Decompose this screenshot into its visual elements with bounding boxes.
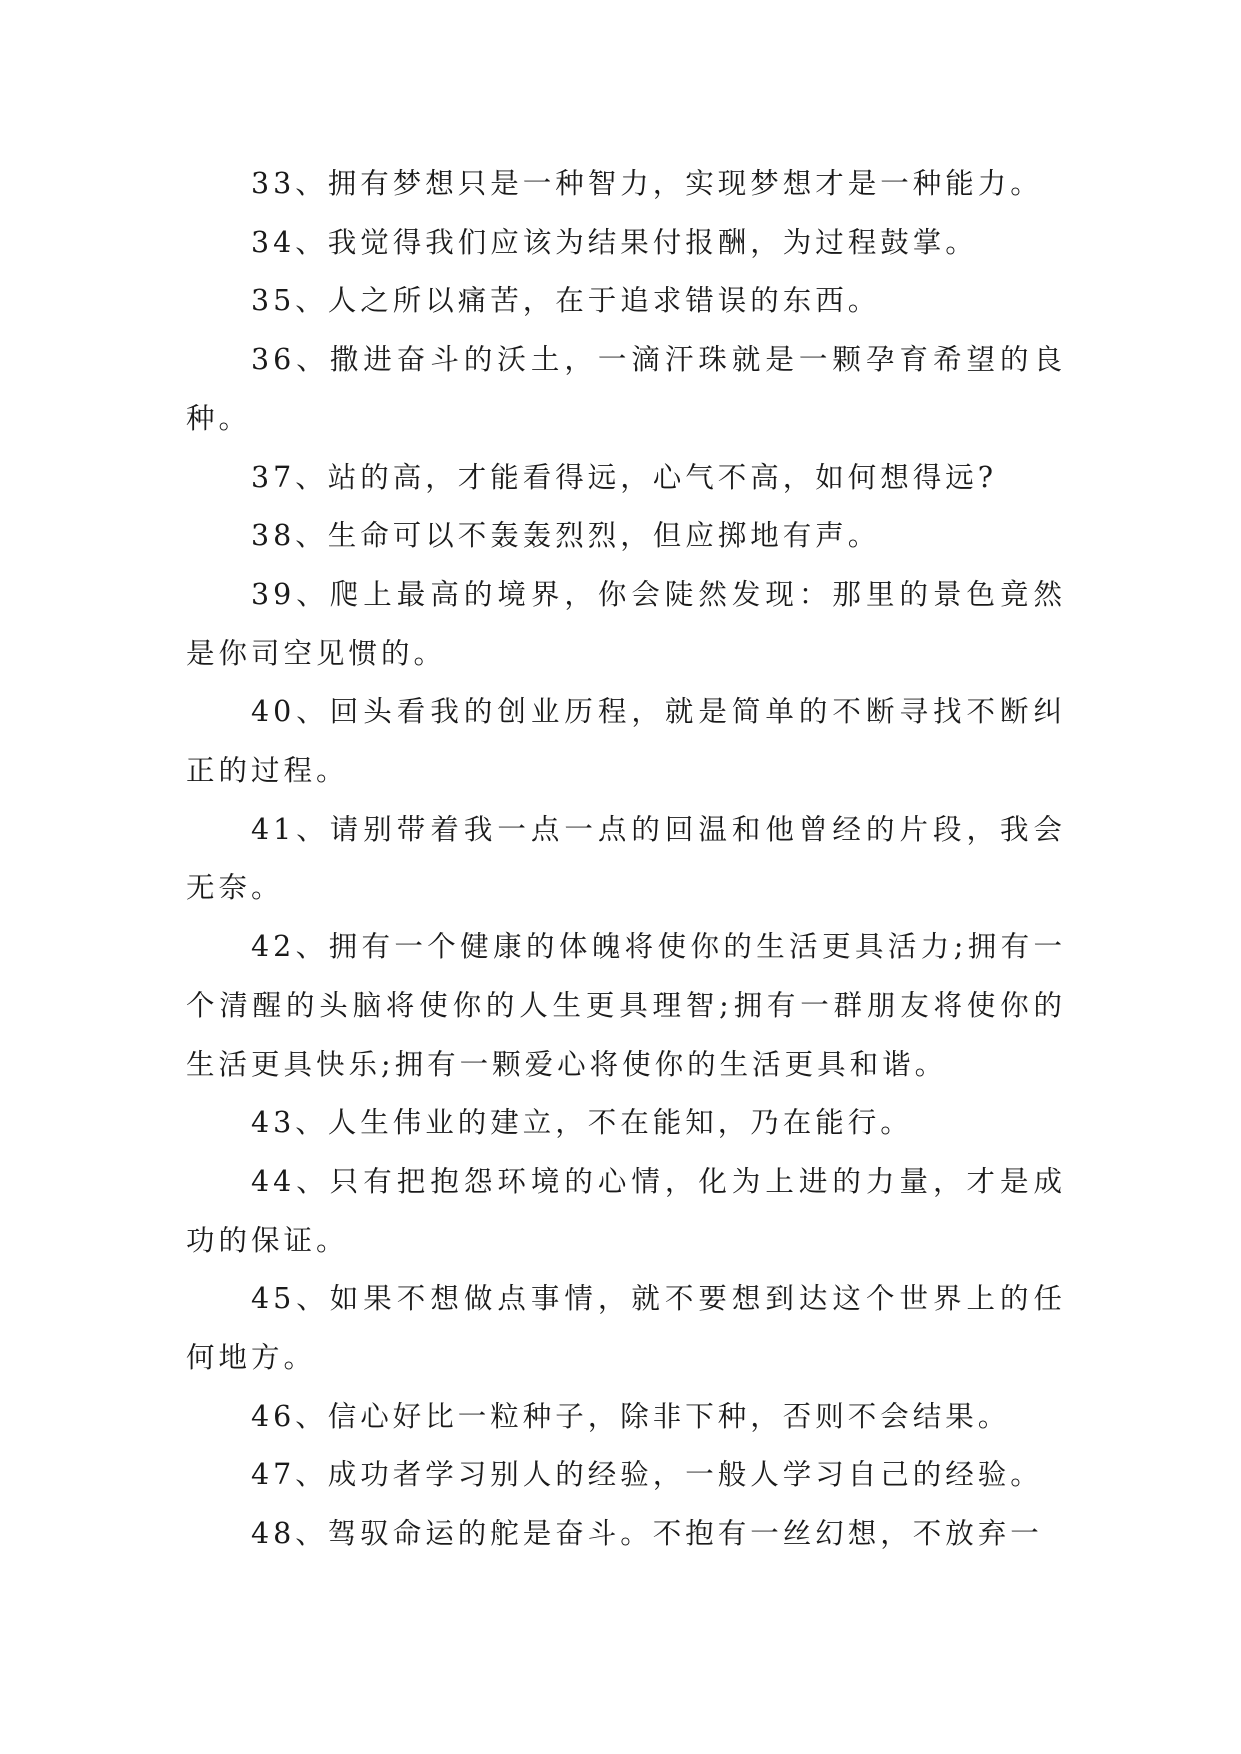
paragraph-35: 35、人之所以痛苦，在于追求错误的东西。 xyxy=(251,284,881,318)
paragraph-43: 43、人生伟业的建立，不在能知，乃在能行。 xyxy=(251,1106,913,1140)
paragraph-40: 40、回头看我的创业历程，就是简单的不断寻找不断纠正的过程。 xyxy=(186,695,1066,788)
paragraph-44: 44、只有把抱怨环境的心情，化为上进的力量，才是成功的保证。 xyxy=(186,1164,1066,1257)
paragraph-47: 47、成功者学习别人的经验，一般人学习自己的经验。 xyxy=(251,1458,1043,1492)
paragraph-34: 34、我觉得我们应该为结果付报酬，为过程鼓掌。 xyxy=(251,225,978,259)
paragraph-45: 45、如果不想做点事情，就不要想到达这个世界上的任何地方。 xyxy=(186,1282,1066,1375)
paragraph-33: 33、拥有梦想只是一种智力，实现梦想才是一种能力。 xyxy=(251,167,1043,200)
paragraph-37: 37、站的高，才能看得远，心气不高，如何想得远? xyxy=(251,460,998,494)
document-body xyxy=(186,155,1066,1564)
paragraph-48: 48、驾驭命运的舵是奋斗。不抱有一丝幻想，不放弃一 xyxy=(251,1517,1043,1551)
paragraph-36: 36、撒进奋斗的沃土，一滴汗珠就是一颗孕育希望的良种。 xyxy=(186,343,1066,435)
paragraph-41: 41、请别带着我一点一点的回温和他曾经的片段，我会无奈。 xyxy=(186,812,1066,905)
paragraph-42: 42、拥有一个健康的体魄将使你的生活更具活力;拥有一个清醒的头脑将使你的人生更具理智;拥有一群朋友将使你的生活更具快乐;拥有一颗爱心将使你的生活更具和谐。 xyxy=(186,930,1066,1081)
paragraph-39: 39、爬上最高的境界，你会陡然发现：那里的景色竟然是你司空见惯的。 xyxy=(186,577,1066,670)
paragraph-38: 38、生命可以不轰轰烈烈，但应掷地有声。 xyxy=(251,519,881,553)
paragraph-46: 46、信心好比一粒种子，除非下种，否则不会结果。 xyxy=(251,1399,1011,1433)
